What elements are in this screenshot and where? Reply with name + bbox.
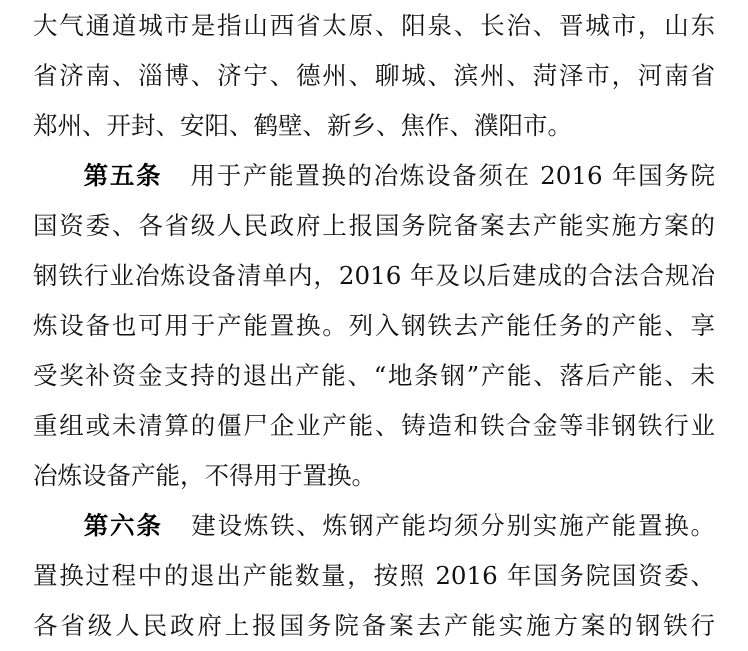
line-text: 炼设备也可用于产能置换。列入钢铁去产能任务的产能、享 xyxy=(33,311,715,340)
text-line-5 xyxy=(33,201,715,251)
line-text: 建设炼铁、炼钢产能均须分别实施产能置换。 xyxy=(191,511,715,540)
text-line-9 xyxy=(33,401,715,451)
line-text: 郑州、开封、安阳、鹤壁、新乡、焦作、濮阳市。 xyxy=(33,111,572,140)
line-text: 用于产能置换的冶炼设备须在 2016 年国务院 xyxy=(190,161,715,190)
text-line-8 xyxy=(33,351,715,401)
text-line-1 xyxy=(33,1,715,51)
text-line-10 xyxy=(33,451,715,501)
line-text: 各省级人民政府上报国务院备案去产能实施方案的钢铁行 xyxy=(33,611,715,640)
text-line-2 xyxy=(33,51,715,101)
article-5-heading-line xyxy=(33,151,715,201)
line-text: 钢铁行业冶炼设备清单内，2016 年及以后建成的合法合规冶 xyxy=(33,261,715,290)
text-line-12 xyxy=(33,551,715,601)
line-text: 置换过程中的退出产能数量，按照 2016 年国务院国资委、 xyxy=(33,561,715,590)
line-text: 国资委、各省级人民政府上报国务院备案去产能实施方案的 xyxy=(33,211,715,240)
article-6-heading-line xyxy=(33,501,715,551)
text-line-3 xyxy=(33,101,715,151)
line-text: 受奖补资金支持的退出产能、“地条钢”产能、落后产能、未 xyxy=(33,361,715,390)
line-text: 重组或未清算的僵尸企业产能、铸造和铁合金等非钢铁行业 xyxy=(33,411,715,440)
article-label: 第六条 xyxy=(82,511,163,540)
text-line-7 xyxy=(33,301,715,351)
text-line-6 xyxy=(33,251,715,301)
text-line-13 xyxy=(33,601,715,651)
article-label: 第五条 xyxy=(82,161,163,190)
line-text: 大气通道城市是指山西省太原、阳泉、长治、晋城市，山东 xyxy=(33,11,715,40)
line-text: 冶炼设备产能，不得用于置换。 xyxy=(33,461,376,490)
line-text: 省济南、淄博、济宁、德州、聊城、滨州、菏泽市，河南省 xyxy=(33,61,715,90)
